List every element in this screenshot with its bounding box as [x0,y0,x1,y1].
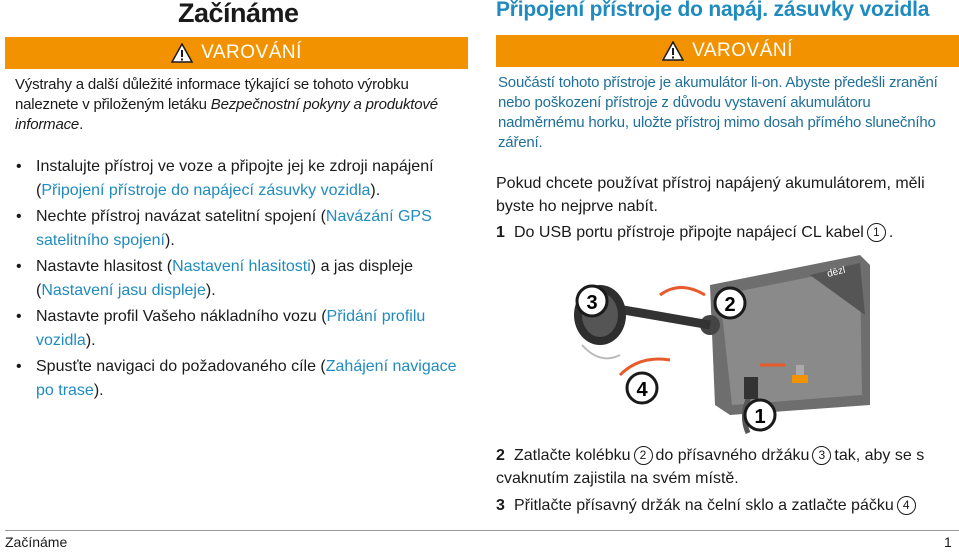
warning-triangle-icon [171,43,193,63]
device-image [710,255,870,415]
link[interactable]: Zahájení navigace po trase [36,358,457,399]
list-item: • Nastavte profil Vašeho nákladního vozu (Přidání profilu vozidla). [16,305,466,353]
link[interactable]: Přidání profilu vozidla [36,308,426,349]
mount-illustration [560,255,870,435]
callout-3 [577,286,607,316]
warning-header [496,35,959,67]
svg-text:3: 3 [586,292,598,314]
callout-4: 4 [897,496,916,515]
callout-3: 3 [812,446,831,465]
warning-text: Výstrahy a další důležité informace týkající se tohoto výrobku naleznete v přiloženým letáku Bezpečnostní pokyny a produktové informace. [15,76,438,133]
footer-divider [5,530,959,531]
callout-4 [627,373,657,403]
list-item: • Spusťte navigaci do požadovaného cíle (Zahájení navigace po trase). [16,355,466,403]
step-3: 3 Přitlačte přísavný držák na čelní sklo a zatlačte páčku 4 [496,494,956,517]
callout-1 [745,400,775,430]
step-2: 2 Zatlačte kolébku 2 do přísavného držáku 3 tak, aby se s cvaknutím zajistila na svém místě. [496,447,925,487]
warning-header [5,37,468,69]
warning-label: VAROVÁNÍ [692,40,793,61]
warning-text: Součástí tohoto přístroje je akumulátor li-on. Abyste předešli zranění nebo poškození přístroje z důvodu vystavení akumulátoru nadměrnému horku, uložte přístroj mimo dosah přímého slunečního záření. [498,74,938,151]
warning-box-left [5,37,468,135]
link[interactable]: Nastavení hlasitosti [172,258,311,275]
callout-2: 2 [634,446,653,465]
link[interactable]: Připojení přístroje do napájecí zásuvky vozidla [41,182,371,199]
callout-2 [715,288,745,318]
intro-text: Pokud chcete používat přístroj napájený akumulátorem, měli byste ho nejprve nabít. [496,175,925,215]
arrow-icon [660,288,705,296]
page-title: Začínáme [178,0,299,28]
warning-label: VAROVÁNÍ [201,42,302,63]
section-title: Připojení přístroje do napáj. zásuvky vozidla [496,0,930,21]
list-item: • Nechte přístroj navázat satelitní spojení (Navázání GPS satelitního spojení). [16,205,466,253]
footer-section: Začínáme [5,534,68,550]
page-number: 1 [944,534,952,550]
list-item: • Instalujte přístroj ve voze a připojte jej ke zdroji napájení (Připojení přístroje do napájecí zásuvky vozidla). [16,155,466,203]
svg-text:4: 4 [636,379,648,401]
link[interactable]: Nastavení jasu displeje [41,282,206,299]
getting-started-list [16,155,466,405]
link[interactable]: Navázání GPS satelitního spojení [36,208,432,249]
step-1: 1 Do USB portu přístroje připojte napájecí CL kabel 1 . [496,224,894,241]
warning-box-right [496,35,959,153]
svg-text:1: 1 [754,406,766,428]
svg-text:dēzl: dēzl [826,264,847,280]
callout-1: 1 [867,223,886,242]
list-item: • Nastavte hlasitost (Nastavení hlasitosti) a jas displeje (Nastavení jasu displeje). [16,255,466,303]
warning-triangle-icon [662,41,684,61]
svg-text:2: 2 [724,294,736,316]
